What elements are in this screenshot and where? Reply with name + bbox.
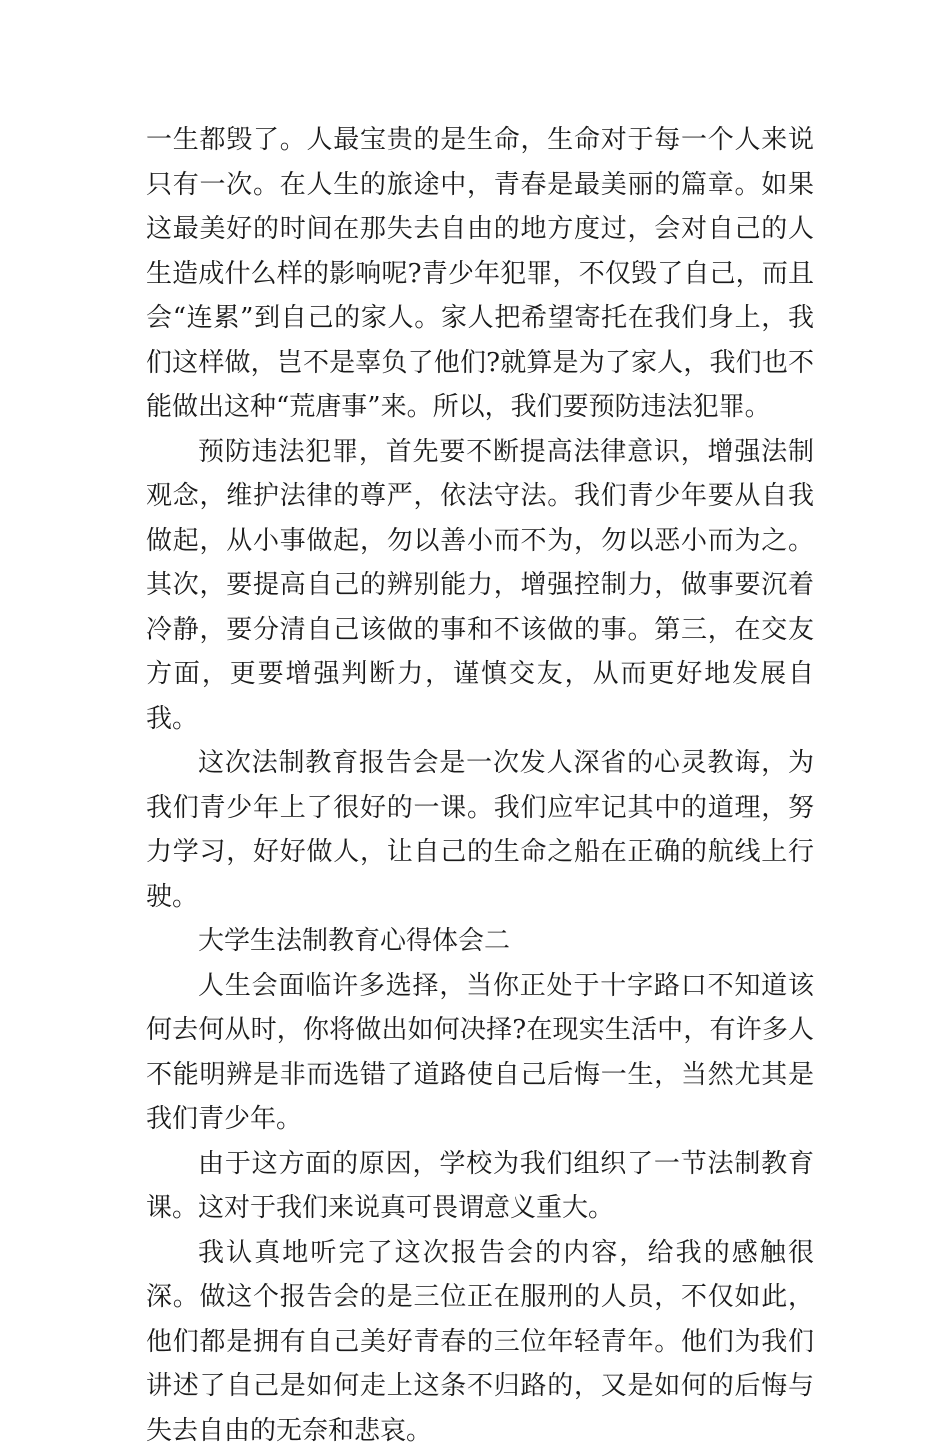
paragraph-school-course: 由于这方面的原因，学校为我们组织了一节法制教育课。这对于我们来说真可畏谓意义重大。: [146, 1142, 814, 1231]
paragraph-prevention: 预防违法犯罪，首先要不断提高法律意识，增强法制观念，维护法律的尊严，依法守法。我们青少年要从自我做起，从小事做起，勿以善小而不为，勿以恶小而为之。其次，要提高自己的辨别能力，增强控制力，做事要沉着冷静，要分清自己该做的事和不该做的事。第三，在交友方面，更要增强判断力，谨慎交友，从而更好地发展自我。: [146, 430, 814, 742]
paragraph-continued: 一生都毁了。人最宝贵的是生命，生命对于每一个人来说只有一次。在人生的旅途中，青春是最美丽的篇章。如果这最美好的时间在那失去自由的地方度过，会对自己的人生造成什么样的影响呢?青少年犯罪，不仅毁了自己，而且会“连累”到自己的家人。家人把希望寄托在我们身上，我们这样做，岂不是辜负了他们?就算是为了家人，我们也不能做出这种“荒唐事”来。所以，我们要预防违法犯罪。: [146, 118, 814, 430]
document-body: [146, 118, 814, 1453]
section-heading: 大学生法制教育心得体会二: [146, 919, 814, 964]
paragraph-report-meeting: 这次法制教育报告会是一次发人深省的心灵教诲，为我们青少年上了很好的一课。我们应牢记其中的道理，努力学习，好好做人，让自己的生命之船在正确的航线上行驶。: [146, 741, 814, 919]
paragraph-life-choices: 人生会面临许多选择，当你正处于十字路口不知道该何去何从时，你将做出如何决择?在现实生活中，有许多人不能明辨是非而选错了道路使自己后悔一生，当然尤其是我们青少年。: [146, 964, 814, 1142]
paragraph-impressions: 我认真地听完了这次报告会的内容，给我的感触很深。做这个报告会的是三位正在服刑的人员，不仅如此，他们都是拥有自己美好青春的三位年轻青年。他们为我们讲述了自己是如何走上这条不归路的，又是如何的后悔与失去自由的无奈和悲哀。: [146, 1231, 814, 1453]
